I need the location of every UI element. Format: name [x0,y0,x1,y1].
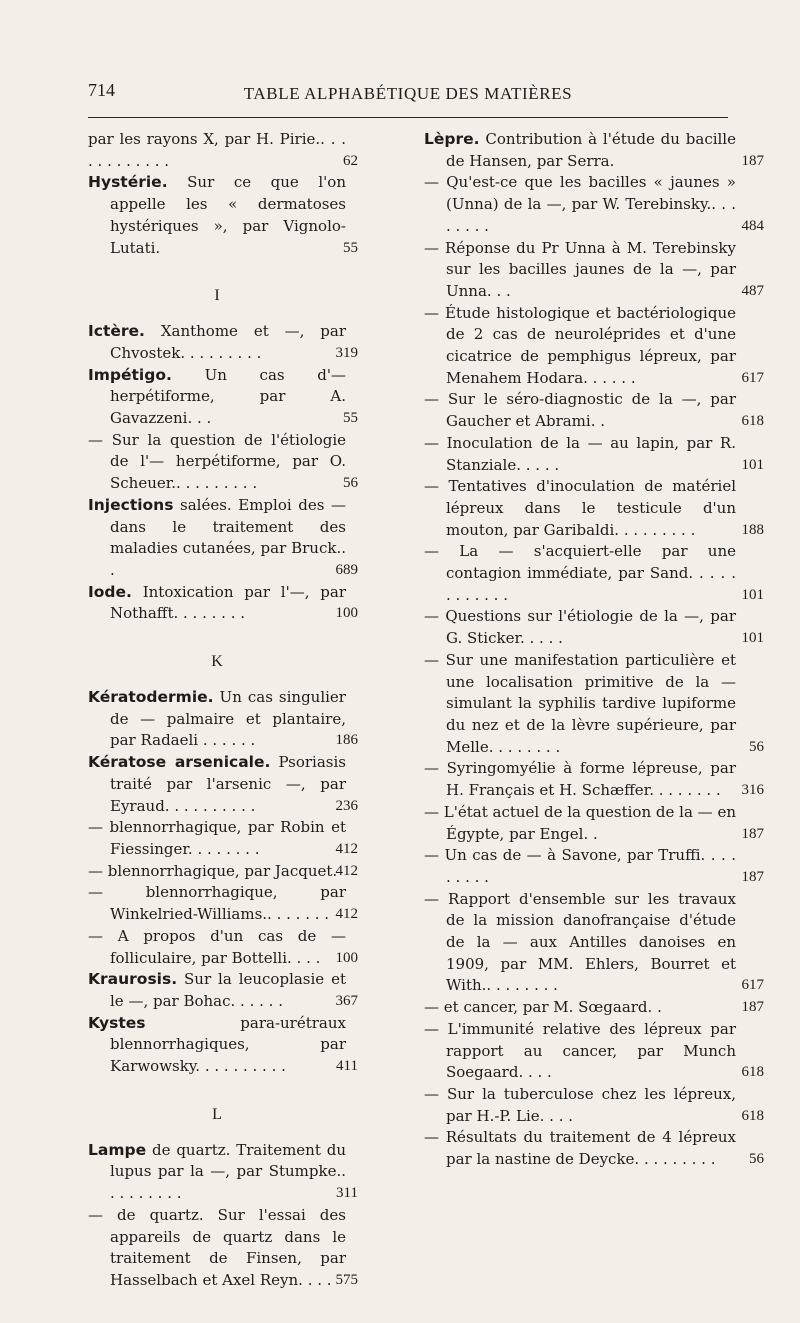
index-entry [424,303,764,390]
index-column-left [88,129,358,1292]
entry-text: — Sur le séro-diagnostic de la —, par Gaucher et Abrami. . [424,390,736,431]
section-letter: K [211,653,223,671]
index-entry [424,1127,764,1170]
index-entry [88,495,358,582]
entry-text: — Étude histologique et bactériologique de 2 cas de neuroléprides et d'une cicatrice de pemphigus lépreux, par Menahem Hodara. . . . . . [424,303,736,387]
index-entry [424,889,764,998]
index-entry [88,882,358,925]
entry-page-number: 484 [741,217,764,234]
entry-text: Psoriasis traité par l'arsenic —, par Eyraud. . . . . . . . . . [110,753,346,815]
index-entry [424,1084,764,1127]
entry-text: Contribution à l'étude du bacille de Hansen, par Serra. [446,130,736,170]
entry-text: Un cas d'— herpétiforme, par A. Gavazzeni. . . [110,365,346,428]
entry-text: — L'état actuel de la question de la — en Égypte, par Engel. . [424,802,736,843]
entry-heading: Iode. [88,582,132,601]
entry-text: — blennorrhagique, par Winkelried-Williams.. . . . . . . [88,883,346,924]
index-entry [88,172,358,259]
index-entry [424,476,764,541]
index-entry [424,650,764,759]
entry-text: — L'immunité relative des lépreux par rapport au cancer, par Munch Soegaard. . . . [424,1019,736,1082]
entry-text: — Sur une manifestation particulière et une localisation primitive de la — simulant la syphilis tardive lupiforme du nez et de la lèvre supérieure, par Melle. . . . . . . . [424,650,736,756]
entry-text: Sur la leucoplasie et le —, par Bohac. . . . . . [110,970,346,1010]
index-entry [424,606,764,649]
entry-text: para-urétraux blennorrhagiques, par Karwowsky. . . . . . . . . . [110,1013,346,1076]
index-entry [424,389,764,432]
index-entry [88,1205,358,1292]
entry-text: — Résultats du traitement de 4 lépreux par la nastine de Deycke. . . . . . . . . [424,1128,736,1169]
index-entry [424,541,764,606]
entry-heading: Ictère. [88,322,145,341]
entry-page-number: 187 [741,999,764,1016]
index-entry [88,1140,358,1205]
entry-page-number: 618 [741,1064,764,1081]
entry-text: Xanthome et —, par Chvostek. . . . . . . . . [110,322,346,362]
index-entry [88,365,358,430]
entry-text: — et cancer, par M. Sœgaard. . [424,998,662,1017]
entry-heading: Impétigo. [88,365,172,384]
entry-page-number: 575 [335,1271,358,1288]
entry-page-number: 367 [335,992,358,1009]
entry-heading: Kystes [88,1013,146,1032]
entry-text: par les rayons X, par H. Pirie.. . . . . . . . . . . . [88,130,346,170]
entry-text: de quartz. Traitement du lupus par la —, par Stumpke.. . . . . . . . . [110,1140,346,1203]
entry-text: — blennorrhagique, par Robin et Fiessinger. . . . . . . . [88,818,346,858]
entry-page-number: 62 [343,152,358,169]
entry-page-number: 100 [335,605,358,622]
entry-page-number: 55 [343,410,358,427]
entry-text: — Sur la tuberculose chez les lépreux, par H.-P. Lie. . . . [424,1084,736,1125]
entry-text: — Qu'est-ce que les bacilles « jaunes » (Unna) de la —, par W. Terebinsky.. . . . . . . . [424,173,736,235]
entry-heading: Hystérie. [88,173,168,192]
entry-page-number: 689 [335,561,358,578]
entry-page-number: 487 [741,282,764,299]
entry-text: — A propos d'un cas de — folliculaire, par Bottelli. . . . [88,926,346,967]
index-column-right [424,129,764,1171]
entry-page-number: 101 [741,456,764,473]
entry-text: — Inoculation de la — au lapin, par R. Stanziale. . . . . [424,433,736,474]
entry-text: — Sur la question de l'étiologie de l'— herpétiforme, par O. Scheuer.. . . . . . . . . [88,430,346,493]
header-rule [88,117,728,118]
index-entry [88,1013,358,1078]
entry-page-number: 187 [741,825,764,842]
index-entry [424,129,764,172]
entry-page-number: 101 [741,630,764,647]
entry-page-number: 412 [335,840,358,857]
entry-page-number: 412 [335,906,358,923]
entry-page-number: 187 [741,152,764,169]
entry-page-number: 101 [741,586,764,603]
entry-text: Un cas singulier de — palmaire et plantaire, par Radaeli . . . . . . [110,688,346,750]
entry-page-number: 411 [336,1058,358,1075]
entry-heading: Kératodermie. [88,688,214,707]
index-entry [88,430,358,495]
entry-text: — Un cas de — à Savone, par Truffi. . . . . . . . . [424,846,736,886]
index-entry [424,758,764,801]
index-entry [424,802,764,845]
page-number: 714 [88,80,115,100]
entry-text: — Syringomyélie à forme lépreuse, par H. Français et H. Schæffer. . . . . . . . [424,759,736,800]
entry-page-number: 55 [343,239,358,256]
entry-page-number: 236 [335,797,358,814]
entry-text: — blennorrhagique, par Jacquet. [88,861,338,880]
entry-heading: Lampe [88,1140,147,1159]
index-entry [88,861,358,883]
entry-page-number: 412 [335,862,358,879]
index-entry [88,582,358,625]
entry-page-number: 617 [741,977,764,994]
entry-page-number: 319 [335,344,358,361]
entry-page-number: 316 [741,782,764,799]
entry-text: Intoxication par l'—, par Nothafft. . . . . . . . [110,582,346,623]
entry-text: — Rapport d'ensemble sur les travaux de la mission danofrançaise d'étude de la — aux Antilles danoises en 1909, par MM. Ehlers, Bourret et With.. . . . . . . . [424,889,736,995]
entry-page-number: 56 [749,738,764,755]
entry-text: — de quartz. Sur l'essai des appareils de quartz dans le traitement de Finsen, par Hasselbach et Axel Reyn. . . . [88,1205,346,1289]
entry-heading: Kératose arsenicale. [88,753,271,772]
entry-page-number: 188 [741,521,764,538]
index-entry [88,926,358,969]
entry-text: Sur ce que l'on appelle les « dermatoses hystériques », par Vignolo-Lutati. [110,173,346,257]
entry-page-number: 187 [741,868,764,885]
entry-page-number: 618 [741,1107,764,1124]
entry-page-number: 100 [335,949,358,966]
index-entry [424,1019,764,1084]
entry-text: — Tentatives d'inoculation de matériel lépreux dans le testicule d'un mouton, par Garibaldi. . . . . . . . . [424,477,736,539]
entry-page-number: 617 [741,369,764,386]
page-header [88,80,728,110]
running-title: TABLE ALPHABÉTIQUE DES MATIÈRES [243,84,573,103]
index-entry [88,752,358,817]
index-entry [88,321,358,364]
index-entry [88,817,358,860]
entry-text: — Réponse du Pr Unna à M. Terebinsky sur les bacilles jaunes de la —, par Unna. . . [424,238,736,300]
index-entry [424,433,764,476]
index-entry [424,172,764,237]
entry-page-number: 311 [336,1185,358,1202]
index-entry [88,969,358,1012]
index-entry [88,687,358,752]
entry-page-number: 56 [343,475,358,492]
entry-page-number: 186 [335,732,358,749]
entry-text: — La — s'acquiert-elle par une contagion immédiate, par Sand. . . . . . . . . . . . [424,542,736,604]
entry-text: — Questions sur l'étiologie de la —, par G. Sticker. . . . . [424,607,736,648]
entry-page-number: 56 [749,1151,764,1168]
section-letter: I [214,287,220,305]
entry-heading: Lèpre. [424,130,480,148]
index-entry [424,238,764,303]
entry-heading: Injections [88,495,174,514]
index-entry [424,997,764,1019]
entry-text: salées. Emploi des — dans le traitement des maladies cutanées, par Bruck.. . [110,495,346,579]
index-entry [424,845,764,888]
section-letter: L [212,1105,222,1123]
entry-page-number: 618 [741,413,764,430]
index-entry [88,129,358,172]
entry-heading: Kraurosis. [88,970,178,989]
